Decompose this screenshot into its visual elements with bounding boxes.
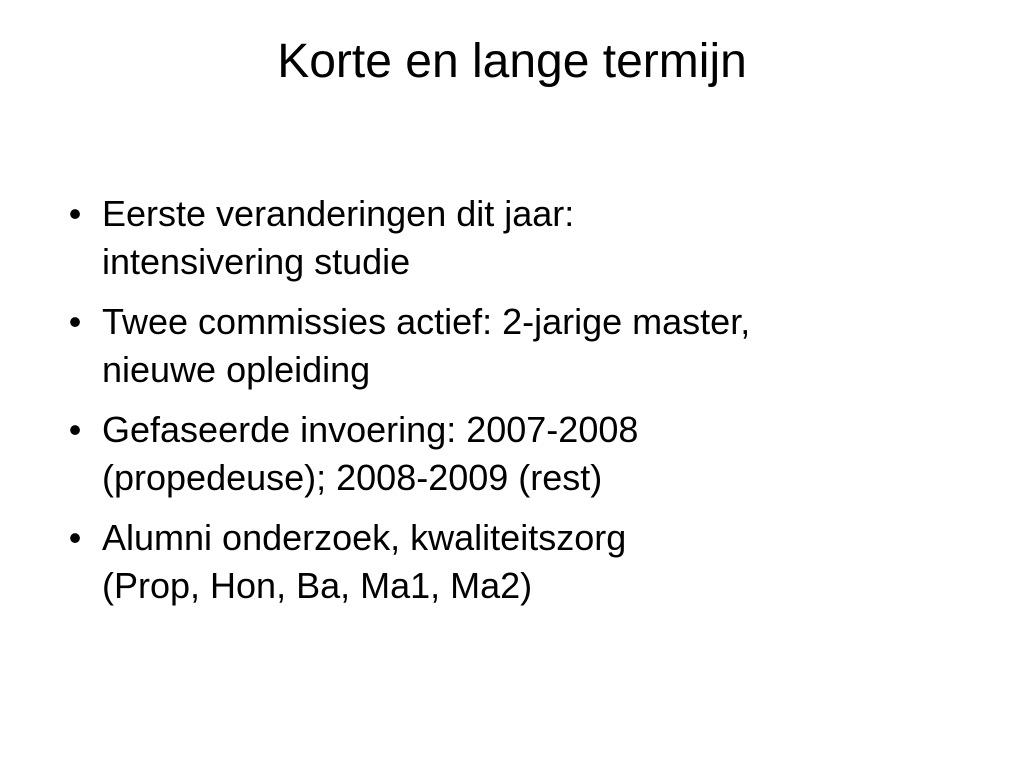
bullet-text-line: Gefaseerde invoering: 2007-2008 [102,409,639,450]
bullet-item [60,298,960,394]
bullet-text-line: Twee commissies actief: 2-jarige master, [102,301,751,342]
bullet-text-line: nieuwe opleiding [102,349,371,390]
bullet-text-line: intensivering studie [102,241,411,282]
bullet-dot-icon: • [68,517,82,558]
bullet-dot-icon: • [68,409,82,450]
bullet-text-line: (Prop, Hon, Ba, Ma1, Ma2) [102,565,533,606]
bullet-text-line: Eerste veranderingen dit jaar: [102,193,575,234]
slide-title: Korte en lange termijn [277,35,747,88]
bullet-dot-icon: • [68,301,82,342]
bullet-list [60,190,960,622]
bullet-text-line: (propedeuse); 2008-2009 (rest) [102,457,603,498]
bullet-text-line: Alumni onderzoek, kwaliteitszorg [102,517,627,558]
bullet-item [60,406,960,502]
bullet-dot-icon: • [68,193,82,234]
bullet-item [60,514,960,610]
bullet-item [60,190,960,286]
